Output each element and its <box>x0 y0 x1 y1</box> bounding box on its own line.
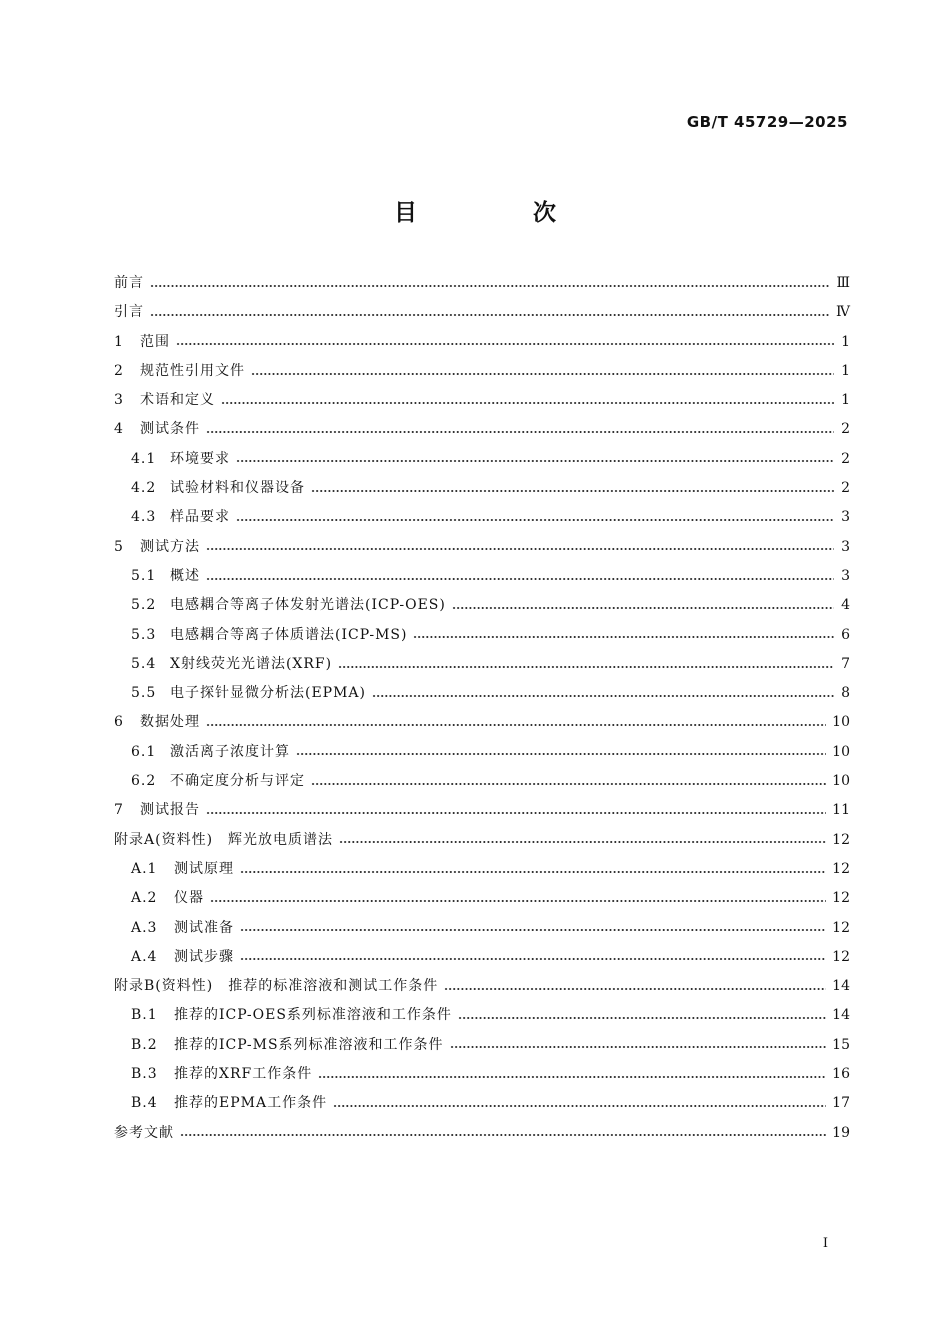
toc-entry[interactable] <box>114 650 850 679</box>
dot-leader <box>206 542 834 556</box>
toc-entry[interactable] <box>114 474 850 503</box>
toc-entry-page: 15 <box>832 1036 850 1053</box>
toc-entry-number: 5.5 <box>131 685 157 702</box>
toc-entry[interactable] <box>114 269 850 298</box>
toc-entry[interactable] <box>114 621 850 650</box>
toc-entry-page: 10 <box>832 743 850 760</box>
dot-leader <box>206 425 834 439</box>
toc-entry-number: 5.4 <box>131 655 157 672</box>
dot-leader <box>240 952 826 966</box>
toc-entry-page: Ⅲ <box>836 275 850 291</box>
toc-entry-number: 6.1 <box>131 743 157 760</box>
toc-entry-label: 测试准备 <box>174 919 234 936</box>
dot-leader <box>240 923 826 937</box>
toc-entry-label: 参考文献 <box>114 1124 174 1141</box>
toc-entry-label: 附录A(资料性) 辉光放电质谱法 <box>114 831 334 848</box>
toc-entry-number: 2 <box>114 362 124 379</box>
toc-entry[interactable] <box>114 796 850 825</box>
toc-entry-page: 10 <box>832 714 850 731</box>
toc-entry-page: 12 <box>832 831 850 848</box>
toc-entry[interactable] <box>114 1060 850 1089</box>
toc-entry[interactable] <box>114 826 850 855</box>
toc-entry-label: 测试步骤 <box>174 948 234 965</box>
toc-entry-label: 附录B(资料性) 推荐的标准溶液和测试工作条件 <box>114 978 439 995</box>
toc-entry[interactable] <box>114 1119 850 1148</box>
table-of-contents <box>114 269 850 1148</box>
toc-entry-label: 推荐的ICP-MS系列标准溶液和工作条件 <box>174 1036 444 1053</box>
toc-entry-number: 5.2 <box>131 597 157 614</box>
toc-entry-label: 数据处理 <box>140 714 200 731</box>
toc-entry[interactable] <box>114 298 850 327</box>
toc-entry-page: 11 <box>832 802 850 819</box>
toc-entry[interactable] <box>114 767 850 796</box>
toc-entry[interactable] <box>114 415 850 444</box>
toc-entry-page: Ⅳ <box>836 304 850 321</box>
toc-entry-page: 2 <box>841 480 850 497</box>
toc-entry-page: 6 <box>841 626 850 643</box>
toc-entry[interactable] <box>114 708 850 737</box>
dot-leader <box>413 630 834 644</box>
toc-entry[interactable] <box>114 972 850 1001</box>
toc-entry-number: 1 <box>114 333 124 350</box>
dot-leader <box>150 308 830 322</box>
toc-entry-label: 电感耦合等离子体发射光谱法(ICP-OES) <box>170 597 446 614</box>
standard-code: GB/T 45729—2025 <box>686 113 848 131</box>
toc-entry-label: 仪器 <box>174 890 204 907</box>
toc-entry-number: 4 <box>114 421 124 438</box>
toc-entry-number: 5 <box>114 538 124 555</box>
toc-entry-page: 14 <box>832 978 850 995</box>
toc-entry-page: 17 <box>832 1095 850 1112</box>
toc-entry-number: 4.3 <box>131 509 157 526</box>
toc-entry-label: 测试条件 <box>140 421 200 438</box>
dot-leader <box>236 454 834 468</box>
dot-leader <box>221 396 834 410</box>
toc-entry-page: 12 <box>832 890 850 907</box>
toc-entry-label: 推荐的ICP-OES系列标准溶液和工作条件 <box>174 1007 452 1024</box>
toc-entry-page: 3 <box>841 538 850 555</box>
toc-entry-page: 19 <box>832 1124 850 1141</box>
toc-entry-number: A.4 <box>131 948 158 965</box>
toc-entry-page: 1 <box>841 392 850 409</box>
toc-entry-number: A.3 <box>131 919 158 936</box>
dot-leader <box>206 806 826 820</box>
toc-entry-label: 不确定度分析与评定 <box>170 773 305 790</box>
toc-entry-number: 7 <box>114 802 124 819</box>
toc-entry-page: 8 <box>841 685 850 702</box>
dot-leader <box>206 718 826 732</box>
toc-entry-page: 12 <box>832 860 850 877</box>
toc-entry-number: 3 <box>114 392 124 409</box>
dot-leader <box>372 689 834 703</box>
toc-entry-number: 5.3 <box>131 626 157 643</box>
dot-leader <box>210 894 826 908</box>
toc-entry[interactable] <box>114 884 850 913</box>
dot-leader <box>236 513 834 527</box>
toc-entry-label: 推荐的XRF工作条件 <box>174 1066 313 1083</box>
dot-leader <box>452 601 834 615</box>
toc-entry[interactable] <box>114 1031 850 1060</box>
dot-leader <box>444 982 826 996</box>
dot-leader <box>240 865 826 879</box>
toc-entry-number: 6 <box>114 714 124 731</box>
dot-leader <box>450 1040 827 1054</box>
toc-entry[interactable] <box>114 328 850 357</box>
dot-leader <box>339 835 826 849</box>
dot-leader <box>311 777 826 791</box>
toc-entry-label: 电子探针显微分析法(EPMA) <box>170 685 367 702</box>
toc-entry[interactable] <box>114 562 850 591</box>
toc-entry-page: 2 <box>841 450 850 467</box>
toc-entry-page: 3 <box>841 567 850 584</box>
toc-entry-label: 引言 <box>114 304 144 321</box>
toc-entry-label: 范围 <box>140 333 170 350</box>
toc-entry-number: B.2 <box>131 1036 158 1053</box>
dot-leader <box>296 747 826 761</box>
toc-entry-page: 14 <box>832 1007 850 1024</box>
toc-entry-page: 3 <box>841 509 850 526</box>
toc-entry[interactable] <box>114 1089 850 1118</box>
toc-entry-number: 6.2 <box>131 773 157 790</box>
toc-entry-page: 12 <box>832 948 850 965</box>
toc-entry-label: 样品要求 <box>170 509 230 526</box>
toc-entry[interactable] <box>114 386 850 415</box>
toc-entry-page: 10 <box>832 773 850 790</box>
dot-leader <box>458 1011 826 1025</box>
dot-leader <box>318 1070 826 1084</box>
toc-entry-label: 推荐的EPMA工作条件 <box>174 1095 328 1112</box>
toc-entry-number: A.1 <box>131 860 158 877</box>
dot-leader <box>251 367 834 381</box>
toc-entry[interactable] <box>114 738 850 767</box>
toc-entry-number: 4.1 <box>131 450 157 467</box>
toc-entry-label: 前言 <box>114 275 144 291</box>
toc-entry-label: 规范性引用文件 <box>140 362 245 379</box>
toc-entry-page: 16 <box>832 1066 850 1083</box>
toc-entry-page: 2 <box>841 421 850 438</box>
toc-entry[interactable] <box>114 357 850 386</box>
dot-leader <box>311 484 834 498</box>
dot-leader <box>180 1128 826 1142</box>
toc-entry-label: 测试报告 <box>140 802 200 819</box>
toc-entry[interactable] <box>114 503 850 532</box>
toc-entry[interactable] <box>114 914 850 943</box>
toc-entry-number: B.4 <box>131 1095 158 1112</box>
toc-entry[interactable] <box>114 533 850 562</box>
toc-entry-page: 1 <box>841 362 850 379</box>
toc-entry-label: 试验材料和仪器设备 <box>170 480 305 497</box>
toc-entry-label: X射线荧光光谱法(XRF) <box>170 655 333 672</box>
toc-entry-label: 测试原理 <box>174 860 234 877</box>
toc-entry-label: 概述 <box>170 567 200 584</box>
toc-entry-number: B.3 <box>131 1066 158 1083</box>
toc-entry-label: 测试方法 <box>140 538 200 555</box>
toc-entry[interactable] <box>114 591 850 620</box>
toc-entry-number: B.1 <box>131 1007 158 1024</box>
dot-leader <box>333 1099 826 1113</box>
dot-leader <box>176 337 834 351</box>
dot-leader <box>150 279 830 293</box>
toc-entry[interactable] <box>114 855 850 884</box>
dot-leader <box>206 572 834 586</box>
dot-leader <box>338 660 834 674</box>
toc-entry-label: 激活离子浓度计算 <box>170 743 290 760</box>
toc-entry-number: 5.1 <box>131 567 157 584</box>
toc-entry[interactable] <box>114 445 850 474</box>
toc-entry-page: 7 <box>841 655 850 672</box>
page-number: I <box>822 1236 828 1251</box>
toc-entry-page: 4 <box>841 597 850 614</box>
toc-entry[interactable] <box>114 679 850 708</box>
toc-entry-label: 环境要求 <box>170 450 230 467</box>
toc-entry-number: 4.2 <box>131 480 157 497</box>
toc-entry-number: A.2 <box>131 890 158 907</box>
toc-entry[interactable] <box>114 943 850 972</box>
toc-entry-page: 12 <box>832 919 850 936</box>
toc-entry-label: 术语和定义 <box>140 392 215 409</box>
toc-entry-label: 电感耦合等离子体质谱法(ICP-MS) <box>170 626 408 643</box>
page-title: 目 次 <box>393 200 610 226</box>
toc-entry-page: 1 <box>841 333 850 350</box>
toc-entry[interactable] <box>114 1001 850 1030</box>
